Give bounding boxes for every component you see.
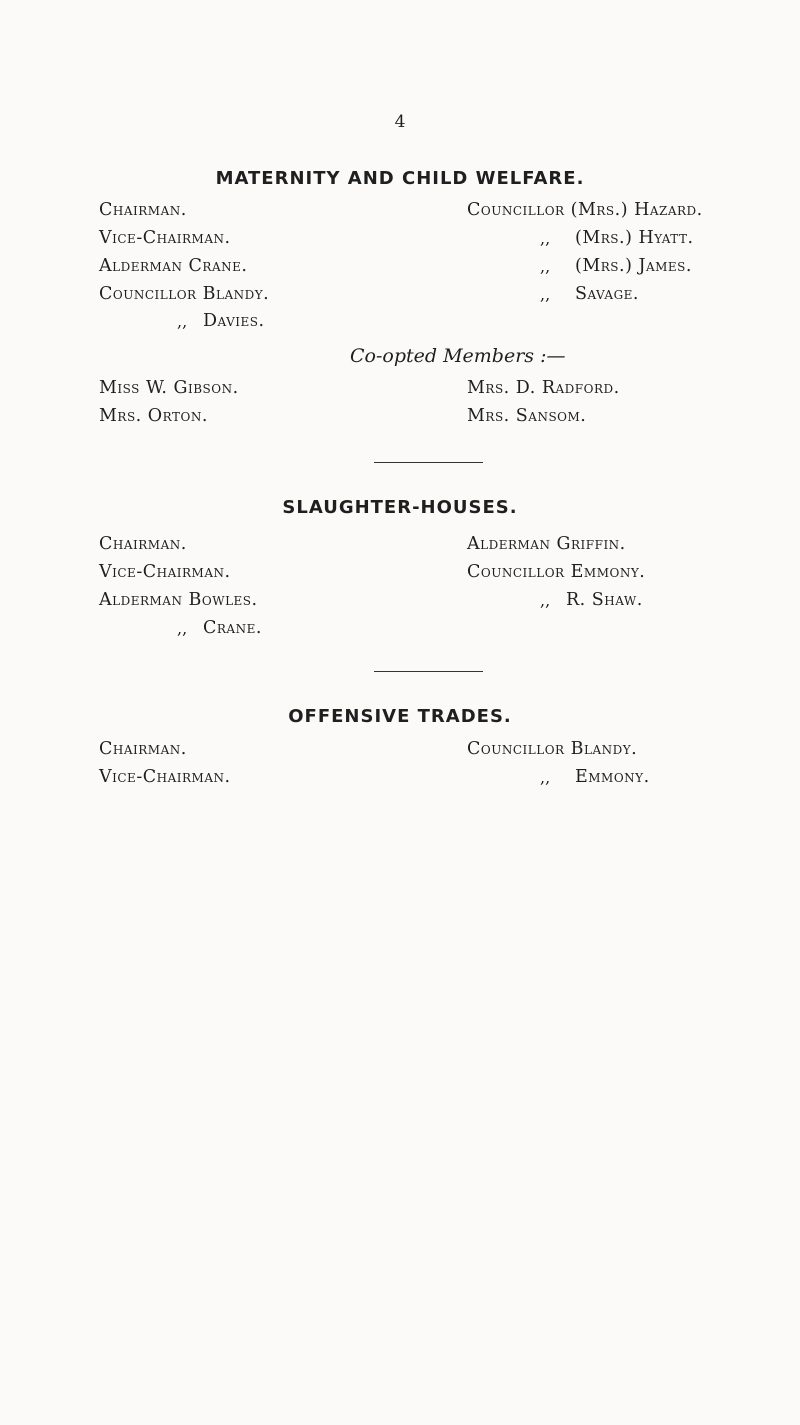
ditto-mark: ,, <box>540 591 551 610</box>
member-line: Councillor Blandy. <box>467 739 638 759</box>
member-line: Councillor Emmony. <box>467 562 646 582</box>
member-line: Vice-Chairman. <box>99 228 231 248</box>
ditto-mark: ,, <box>540 229 551 248</box>
member-line: Alderman Bowles. <box>99 590 258 610</box>
member-line: Emmony. <box>575 767 650 787</box>
co-opted-label: Co-opted Members :— <box>350 345 566 367</box>
section-divider <box>374 671 483 672</box>
member-line: Mrs. Sansom. <box>467 406 587 426</box>
section-heading-slaughter-houses: SLAUGHTER-HOUSES. <box>282 497 518 518</box>
member-line: Alderman Griffin. <box>467 534 626 554</box>
page-number: 4 <box>394 112 406 132</box>
member-line: Miss W. Gibson. <box>99 378 239 398</box>
section-heading-maternity: MATERNITY AND CHILD WELFARE. <box>215 168 585 189</box>
member-line: Davies. <box>203 311 265 331</box>
member-line: (Mrs.) James. <box>575 256 692 276</box>
member-line: Chairman. <box>99 534 187 554</box>
member-line: Councillor Blandy. <box>99 284 270 304</box>
ditto-mark: ,, <box>540 285 551 304</box>
member-line: Alderman Crane. <box>99 256 248 276</box>
member-line: Vice-Chairman. <box>99 562 231 582</box>
section-divider <box>374 462 483 463</box>
member-line: Savage. <box>575 284 639 304</box>
member-line: (Mrs.) Hyatt. <box>575 228 694 248</box>
member-line: Vice-Chairman. <box>99 767 231 787</box>
member-line: Mrs. D. Radford. <box>467 378 620 398</box>
member-line: R. Shaw. <box>566 590 643 610</box>
member-line: Councillor (Mrs.) Hazard. <box>467 200 703 220</box>
section-heading-offensive-trades: OFFENSIVE TRADES. <box>288 706 512 727</box>
ditto-mark: ,, <box>540 768 551 787</box>
ditto-mark: ,, <box>540 257 551 276</box>
member-line: Chairman. <box>99 739 187 759</box>
member-line: Chairman. <box>99 200 187 220</box>
ditto-mark: ,, <box>177 312 188 331</box>
member-line: Mrs. Orton. <box>99 406 208 426</box>
ditto-mark: ,, <box>177 619 188 638</box>
member-line: Crane. <box>203 618 262 638</box>
